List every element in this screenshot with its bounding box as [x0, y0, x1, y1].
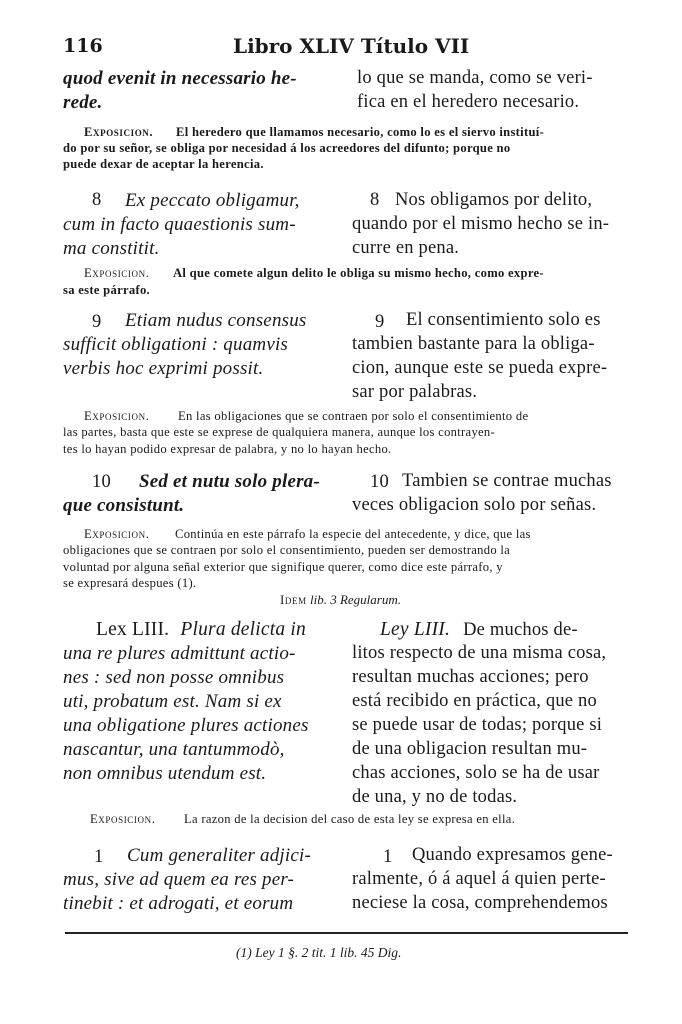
latin-line: Etiam nudus consensus [125, 310, 307, 331]
section-number: 9 [92, 312, 102, 332]
page-number: 116 [63, 35, 103, 57]
spanish-line: litos respecto de una misma cosa, [352, 643, 607, 663]
exposicion-label: Exposicion. [84, 527, 150, 541]
spanish-line: neciese la cosa, comprehendemos [352, 893, 608, 913]
latin-line: rede. [63, 92, 103, 113]
ley-heading: Ley LIII. [380, 619, 451, 640]
latin-line: Plura delicta in [180, 619, 306, 640]
spanish-first-line [380, 619, 578, 641]
latin-first-line [96, 619, 306, 641]
section-number: 10 [370, 472, 389, 492]
latin-line: Cum generaliter adjici- [127, 845, 312, 866]
exposicion-label: Exposicion. [84, 409, 150, 423]
latin-line: una obligatione plures actiones [63, 715, 309, 736]
footnote: (1) Ley 1 §. 2 tit. 1 lib. 45 Dig. [236, 945, 402, 960]
spanish-line: Nos obligamos por delito, [395, 190, 593, 210]
exposicion-line: sa este párrafo. [63, 283, 150, 297]
latin-line: Ex peccato obligamur, [125, 190, 300, 211]
footnote-rule [65, 932, 628, 934]
exposicion-line: se expresará despues (1). [63, 576, 197, 590]
exposicion-line: tes lo hayan podido expresar de palabra, y no lo hayan hecho. [63, 442, 392, 456]
section-number: 9 [375, 312, 385, 332]
exposicion-label: Exposicion. [84, 125, 154, 139]
spanish-line: de una obligacion resultan mu- [352, 739, 588, 759]
spanish-line: fica en el heredero necesario. [357, 92, 580, 112]
spanish-line: de una, y no de todas. [352, 787, 518, 807]
exposicion-label: Exposicion. [84, 266, 150, 280]
spanish-line: chas acciones, solo se ha de usar [352, 763, 600, 783]
spanish-line: curre en pena. [352, 238, 460, 258]
latin-line: quod evenit in necessario he- [63, 68, 297, 89]
spanish-line: cion, aunque este se pueda expre- [352, 358, 608, 378]
spanish-line: tambien bastante para la obliga- [352, 334, 595, 354]
exposicion-line: obligaciones que se contraen por solo el consentimiento, pueden ser demostrando la [63, 543, 511, 557]
spanish-line: está recibido en práctica, que no [352, 691, 597, 711]
spanish-line: veces obligacion solo por señas. [352, 495, 597, 515]
exposicion-line: Continúa en este párrafo la especie del antecedente, y dice, que las [175, 527, 531, 541]
source-reference: lib. 3 Regularum. [309, 592, 401, 607]
spanish-line: lo que se manda, como se veri- [357, 68, 593, 88]
exposicion-line: las partes, basta que este se exprese de qualquiera manera, aunque los contrayen- [63, 425, 496, 439]
exposicion-line: La razon de la decision del caso de esta ley se expresa en ella. [184, 812, 516, 826]
latin-line: cum in facto quaestionis sum- [63, 214, 296, 235]
section-number: 8 [370, 190, 380, 210]
spanish-line: sar por palabras. [352, 382, 478, 402]
latin-line: tinebit : et adrogati, et eorum [63, 893, 294, 914]
exposicion-line: voluntad por alguna señal exterior que signifique querer, como dice este párrafo, y [63, 560, 503, 574]
exposicion-line: En las obligaciones que se contraen por solo el consentimiento de [178, 409, 529, 423]
exposicion-label: Exposicion. [90, 812, 156, 826]
source-citation [280, 592, 401, 608]
latin-line: verbis hoc exprimi possit. [63, 358, 264, 379]
latin-line: una re plures admittunt actio- [63, 643, 296, 664]
spanish-line: El consentimiento solo es [406, 310, 601, 330]
spanish-line: quando por el mismo hecho se in- [352, 214, 610, 234]
section-number: 8 [92, 190, 102, 210]
exposicion-line: do por su señor, se obliga por necesidad á los acreedores del difunto; porque no [63, 141, 511, 155]
exposicion-line: Al que comete algun delito le obliga su mismo hecho, como expre- [173, 266, 544, 280]
latin-line: Sed et nutu solo plera- [139, 471, 320, 492]
latin-line: ma constitit. [63, 238, 160, 259]
section-number: 1 [94, 847, 104, 867]
spanish-line: Quando expresamos gene- [412, 845, 613, 865]
latin-line: sufficit obligationi : quamvis [63, 334, 289, 355]
spanish-line: De muchos de- [463, 620, 578, 640]
latin-line: nes : sed non posse omnibus [63, 667, 285, 688]
latin-line: nascantur, una tantummodò, [63, 739, 285, 760]
latin-line: uti, probatum est. Nam si ex [63, 691, 282, 712]
spanish-line: resultan muchas acciones; pero [352, 667, 589, 687]
lex-heading: Lex LIII. [96, 619, 170, 640]
latin-line: que consistunt. [63, 495, 185, 516]
exposicion-line: puede dexar de aceptar la herencia. [63, 157, 264, 171]
spanish-line: ralmente, ó á aquel á quien perte- [352, 869, 606, 889]
running-title: Libro XLIV Título VII [233, 34, 470, 58]
exposicion-line: El heredero que llamamos necesario, como lo es el siervo instituí- [176, 125, 545, 139]
spanish-line: Tambien se contrae muchas [402, 471, 612, 491]
section-number: 10 [92, 472, 111, 492]
latin-line: non omnibus utendum est. [63, 763, 267, 784]
latin-line: mus, sive ad quem ea res per- [63, 869, 295, 890]
spanish-line: se puede usar de todas; porque si [352, 715, 603, 735]
source-author: Idem [280, 592, 307, 607]
section-number: 1 [383, 847, 393, 867]
